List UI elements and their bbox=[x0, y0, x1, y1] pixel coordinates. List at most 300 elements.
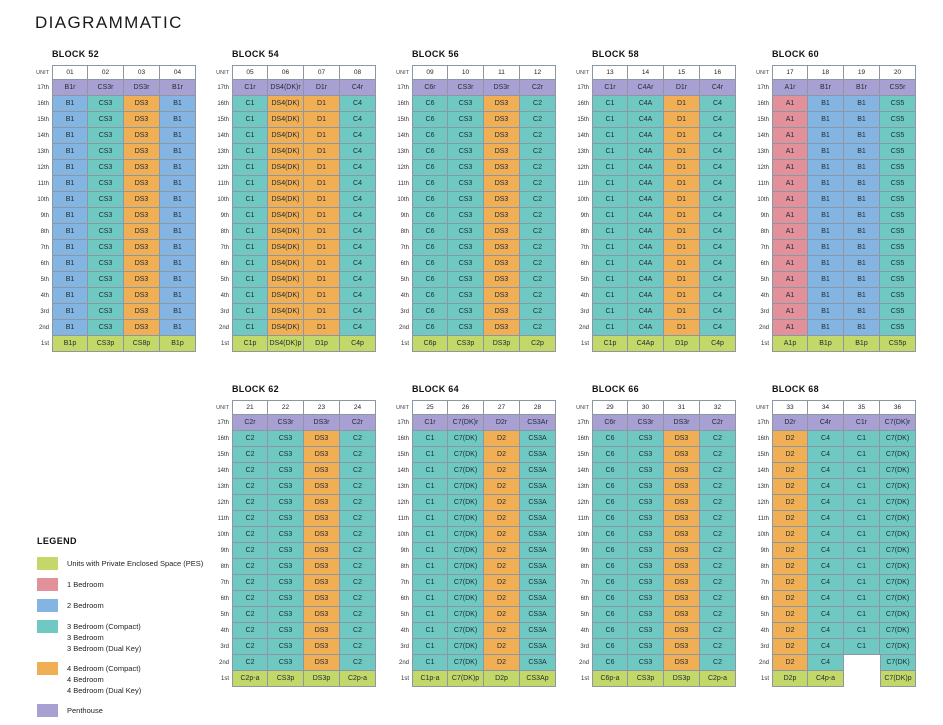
unit-cell: C2 bbox=[520, 304, 556, 320]
unit-cell: C6 bbox=[412, 96, 448, 112]
unit-cell: C2 bbox=[340, 495, 376, 511]
unit-cell: C6r bbox=[592, 415, 628, 431]
unit-cell: D1 bbox=[664, 128, 700, 144]
unit-cell: B1 bbox=[52, 112, 88, 128]
unit-cell: C7(DK) bbox=[880, 607, 916, 623]
floor-label: 5th bbox=[220, 277, 229, 283]
floor-label: 1st bbox=[580, 341, 589, 347]
floor-label: 11th bbox=[757, 516, 769, 522]
unit-cell: CS5 bbox=[880, 320, 916, 336]
unit-cell: CS5 bbox=[880, 272, 916, 288]
unit-cell: C7(DK) bbox=[448, 607, 484, 623]
unit-cell: DS3 bbox=[124, 128, 160, 144]
unit-cell: C4 bbox=[700, 240, 736, 256]
unit-cell: D1 bbox=[304, 272, 340, 288]
unit-cell: DS3 bbox=[304, 607, 340, 623]
unit-cell: C7(DK) bbox=[880, 495, 916, 511]
unit-cell: C1 bbox=[412, 511, 448, 527]
unit-cell: D1 bbox=[664, 256, 700, 272]
unit-cell: CS3 bbox=[88, 128, 124, 144]
unit-cell: C1 bbox=[232, 208, 268, 224]
unit-corner-label: UNIT bbox=[216, 404, 229, 411]
unit-cell: CS3 bbox=[88, 224, 124, 240]
unit-cell: C1 bbox=[412, 495, 448, 511]
unit-cell: CS3r bbox=[88, 80, 124, 96]
unit-cell: C2 bbox=[520, 240, 556, 256]
unit-cell: C2 bbox=[520, 256, 556, 272]
unit-cell: C4 bbox=[340, 112, 376, 128]
unit-cell: C4r bbox=[340, 80, 376, 96]
unit-cell: C1 bbox=[412, 463, 448, 479]
unit-cell: CS3 bbox=[268, 591, 304, 607]
unit-cell: CS3A bbox=[520, 559, 556, 575]
unit-cell: D2r bbox=[772, 415, 808, 431]
unit-cell: C2 bbox=[340, 527, 376, 543]
unit-cell: CS3 bbox=[268, 543, 304, 559]
unit-cell: C2 bbox=[700, 511, 736, 527]
floor-label: 7th bbox=[220, 580, 229, 586]
unit-cell: C2 bbox=[700, 623, 736, 639]
unit-cell: C2p-a bbox=[232, 671, 268, 687]
unit-cell: C6 bbox=[592, 463, 628, 479]
unit-cell: C6 bbox=[412, 320, 448, 336]
unit-cell: C1 bbox=[412, 575, 448, 591]
unit-cell: DS3 bbox=[484, 160, 520, 176]
unit-cell: C1p-a bbox=[412, 671, 448, 687]
floor-label: 14th bbox=[757, 133, 769, 139]
unit-cell: DS3 bbox=[124, 160, 160, 176]
unit-cell: C1 bbox=[844, 511, 880, 527]
unit-cell: C4A bbox=[628, 320, 664, 336]
unit-cell: DS3 bbox=[664, 623, 700, 639]
unit-cell: C6 bbox=[412, 288, 448, 304]
unit-cell: B1r bbox=[844, 80, 880, 96]
unit-cell: C6 bbox=[412, 144, 448, 160]
unit-number: 31 bbox=[664, 400, 700, 415]
unit-cell: C2r bbox=[700, 415, 736, 431]
unit-cell: CS3A bbox=[520, 655, 556, 671]
floor-label: 13th bbox=[217, 149, 229, 155]
unit-cell: CS3r bbox=[448, 80, 484, 96]
unit-cell: DS3 bbox=[664, 559, 700, 575]
unit-cell: B1 bbox=[160, 144, 196, 160]
unit-cell: C2 bbox=[232, 559, 268, 575]
unit-number: 08 bbox=[340, 65, 376, 80]
unit-cell: C2 bbox=[700, 527, 736, 543]
unit-cell: CS3 bbox=[448, 176, 484, 192]
unit-cell: CS3 bbox=[448, 128, 484, 144]
unit-cell: C2r bbox=[520, 80, 556, 96]
unit-number: 05 bbox=[232, 65, 268, 80]
unit-number: 28 bbox=[520, 400, 556, 415]
legend-item bbox=[37, 599, 267, 612]
unit-cell: CS3r bbox=[268, 415, 304, 431]
unit-cell: C1r bbox=[412, 415, 448, 431]
unit-cell: C2 bbox=[232, 623, 268, 639]
legend-item-line: 2 Bedroom bbox=[67, 601, 104, 610]
unit-cell: CS3 bbox=[448, 240, 484, 256]
unit-cell: CS5 bbox=[880, 224, 916, 240]
legend-item-line: 4 Bedroom (Compact) bbox=[67, 664, 141, 673]
floor-label: 5th bbox=[220, 612, 229, 618]
unit-cell: C4 bbox=[340, 272, 376, 288]
unit-cell: DS3 bbox=[304, 543, 340, 559]
unit-cell: DS4(DK) bbox=[268, 288, 304, 304]
floor-label: 2nd bbox=[38, 325, 49, 331]
unit-cell: D2 bbox=[484, 463, 520, 479]
floor-label: 9th bbox=[220, 548, 229, 554]
unit-cell: B1 bbox=[160, 304, 196, 320]
floor-label: 4th bbox=[760, 293, 769, 299]
unit-cell: B1r bbox=[808, 80, 844, 96]
unit-cell: C2 bbox=[520, 208, 556, 224]
unit-cell: DS3 bbox=[124, 288, 160, 304]
unit-number: 24 bbox=[340, 400, 376, 415]
floor-label: 14th bbox=[577, 133, 589, 139]
floor-label: 16th bbox=[397, 436, 409, 442]
unit-cell: D1 bbox=[664, 192, 700, 208]
unit-cell: C4p bbox=[700, 336, 736, 352]
unit-cell: C2 bbox=[232, 511, 268, 527]
unit-cell: CS3 bbox=[628, 431, 664, 447]
unit-cell: D2 bbox=[772, 655, 808, 671]
unit-cell: D2 bbox=[772, 527, 808, 543]
unit-cell: DS3 bbox=[304, 495, 340, 511]
floor-label: 6th bbox=[40, 261, 49, 267]
unit-cell: CS3 bbox=[268, 447, 304, 463]
floor-label: 9th bbox=[40, 213, 49, 219]
unit-cell: D2 bbox=[772, 607, 808, 623]
unit-cell: C2 bbox=[340, 591, 376, 607]
unit-cell: B1 bbox=[844, 144, 880, 160]
floor-label: 4th bbox=[40, 293, 49, 299]
unit-cell: A1p bbox=[772, 336, 808, 352]
unit-cell: B1 bbox=[52, 224, 88, 240]
unit-cell: B1 bbox=[52, 288, 88, 304]
unit-cell: C1 bbox=[844, 639, 880, 655]
unit-cell: D2p bbox=[484, 671, 520, 687]
unit-cell: DS3 bbox=[484, 240, 520, 256]
legend-item-line: 3 Bedroom bbox=[67, 633, 104, 642]
unit-cell: C4A bbox=[628, 112, 664, 128]
unit-cell: D2 bbox=[484, 655, 520, 671]
unit-cell: C4 bbox=[808, 447, 844, 463]
unit-cell: C1 bbox=[232, 160, 268, 176]
block-title: BLOCK 56 bbox=[412, 49, 459, 59]
unit-cell: DS3 bbox=[664, 527, 700, 543]
unit-cell: C7(DK) bbox=[448, 479, 484, 495]
unit-number: 16 bbox=[700, 65, 736, 80]
unit-cell: C2 bbox=[232, 543, 268, 559]
unit-cell: B1 bbox=[52, 192, 88, 208]
unit-cell: DS3 bbox=[484, 144, 520, 160]
unit-cell: B1 bbox=[160, 288, 196, 304]
floor-label: 6th bbox=[760, 261, 769, 267]
floor-label: 16th bbox=[757, 101, 769, 107]
unit-cell: C6 bbox=[412, 256, 448, 272]
unit-cell: B1 bbox=[808, 240, 844, 256]
unit-cell: CS3 bbox=[88, 160, 124, 176]
floor-label: 1st bbox=[40, 341, 49, 347]
floor-label: 16th bbox=[37, 101, 49, 107]
unit-cell: CS3 bbox=[628, 639, 664, 655]
unit-cell: DS3 bbox=[124, 224, 160, 240]
unit-cell: C4 bbox=[808, 527, 844, 543]
floor-label: 4th bbox=[760, 628, 769, 634]
unit-cell: C4 bbox=[808, 607, 844, 623]
legend-title: LEGEND bbox=[37, 536, 77, 546]
unit-cell: C6 bbox=[412, 176, 448, 192]
unit-cell: C1 bbox=[844, 575, 880, 591]
unit-number: 12 bbox=[520, 65, 556, 80]
unit-cell: B1 bbox=[808, 224, 844, 240]
empty-cell bbox=[844, 671, 880, 687]
unit-cell: DS4(DK)r bbox=[268, 80, 304, 96]
unit-number: 30 bbox=[628, 400, 664, 415]
unit-cell: C4A bbox=[628, 144, 664, 160]
unit-cell: C4r bbox=[700, 80, 736, 96]
floor-label: 6th bbox=[400, 261, 409, 267]
unit-cell: B1 bbox=[844, 128, 880, 144]
floor-label: 5th bbox=[400, 612, 409, 618]
unit-cell: C6 bbox=[592, 575, 628, 591]
unit-cell: DS3 bbox=[124, 176, 160, 192]
unit-cell: CS3p bbox=[268, 671, 304, 687]
floor-label: 14th bbox=[577, 468, 589, 474]
unit-cell: D2 bbox=[484, 431, 520, 447]
legend-swatch-three_bed bbox=[37, 620, 58, 633]
unit-cell: C4Ap bbox=[628, 336, 664, 352]
unit-cell: CS5p bbox=[880, 336, 916, 352]
unit-cell: B1 bbox=[844, 208, 880, 224]
unit-cell: CS3p bbox=[628, 671, 664, 687]
unit-number: 06 bbox=[268, 65, 304, 80]
unit-cell: CS5 bbox=[880, 208, 916, 224]
unit-cell: CS5 bbox=[880, 304, 916, 320]
floor-label: 3rd bbox=[760, 644, 769, 650]
block-grid bbox=[390, 65, 556, 352]
unit-cell: B1 bbox=[808, 304, 844, 320]
unit-cell: B1r bbox=[160, 80, 196, 96]
unit-cell: C2 bbox=[340, 559, 376, 575]
unit-cell: B1 bbox=[844, 304, 880, 320]
unit-cell: B1 bbox=[808, 192, 844, 208]
unit-cell: C6 bbox=[592, 543, 628, 559]
floor-label: 16th bbox=[397, 101, 409, 107]
unit-cell: CS3p bbox=[88, 336, 124, 352]
block-grid bbox=[570, 400, 736, 687]
unit-cell: C6 bbox=[412, 128, 448, 144]
unit-cell: B1 bbox=[808, 288, 844, 304]
floor-label: 13th bbox=[217, 484, 229, 490]
unit-cell: D2 bbox=[484, 479, 520, 495]
floor-label: 9th bbox=[400, 213, 409, 219]
unit-cell: CS5 bbox=[880, 288, 916, 304]
floor-label: 4th bbox=[220, 628, 229, 634]
unit-cell: C1 bbox=[844, 431, 880, 447]
unit-cell: C4A bbox=[628, 128, 664, 144]
floor-label: 14th bbox=[37, 133, 49, 139]
unit-corner-label: UNIT bbox=[396, 404, 409, 411]
unit-cell: CS3 bbox=[628, 575, 664, 591]
unit-cell: CS3A bbox=[520, 463, 556, 479]
unit-cell: CS3 bbox=[448, 96, 484, 112]
unit-cell: C2 bbox=[232, 639, 268, 655]
block-title: BLOCK 64 bbox=[412, 384, 459, 394]
unit-cell: D2 bbox=[772, 479, 808, 495]
page-title: DIAGRAMMATIC bbox=[35, 13, 183, 32]
unit-cell: DS3 bbox=[484, 192, 520, 208]
floor-label: 6th bbox=[760, 596, 769, 602]
floor-label: 6th bbox=[580, 261, 589, 267]
unit-cell: D2 bbox=[484, 607, 520, 623]
floor-label: 7th bbox=[580, 245, 589, 251]
unit-cell: C4 bbox=[340, 304, 376, 320]
unit-cell: C7(DK) bbox=[448, 575, 484, 591]
unit-cell: CS3 bbox=[448, 160, 484, 176]
unit-cell: B1 bbox=[844, 176, 880, 192]
unit-cell: D1 bbox=[664, 272, 700, 288]
unit-cell: CS3 bbox=[628, 479, 664, 495]
unit-cell: C6p-a bbox=[592, 671, 628, 687]
floor-label: 15th bbox=[577, 452, 589, 458]
floor-label: 15th bbox=[217, 452, 229, 458]
unit-cell: DS3 bbox=[484, 256, 520, 272]
unit-cell: C2 bbox=[520, 112, 556, 128]
unit-cell: C7(DK) bbox=[880, 479, 916, 495]
unit-cell: C1 bbox=[232, 224, 268, 240]
unit-cell: C4 bbox=[340, 208, 376, 224]
floor-label: 4th bbox=[220, 293, 229, 299]
unit-cell: C2 bbox=[700, 607, 736, 623]
unit-cell: B1 bbox=[160, 272, 196, 288]
unit-cell: D1 bbox=[664, 144, 700, 160]
floor-label: 2nd bbox=[218, 325, 229, 331]
unit-cell: C4 bbox=[700, 208, 736, 224]
unit-cell: C1 bbox=[412, 591, 448, 607]
unit-cell: C4A bbox=[628, 208, 664, 224]
unit-cell: C6 bbox=[412, 272, 448, 288]
unit-corner-label: UNIT bbox=[756, 404, 769, 411]
legend-item-line: 4 Bedroom (Dual Key) bbox=[67, 686, 142, 695]
unit-cell: B1p bbox=[844, 336, 880, 352]
unit-cell: B1 bbox=[808, 208, 844, 224]
unit-cell: C6 bbox=[592, 527, 628, 543]
unit-cell: CS3 bbox=[268, 639, 304, 655]
unit-cell: D1 bbox=[304, 176, 340, 192]
unit-cell: D2 bbox=[772, 639, 808, 655]
floor-label: 1st bbox=[580, 676, 589, 682]
unit-cell: C2p-a bbox=[340, 671, 376, 687]
unit-cell: DS3 bbox=[304, 479, 340, 495]
unit-cell: C1 bbox=[844, 607, 880, 623]
unit-cell: C1 bbox=[592, 224, 628, 240]
unit-cell: B1p bbox=[808, 336, 844, 352]
legend-item bbox=[37, 662, 267, 696]
unit-cell: C1 bbox=[412, 623, 448, 639]
unit-cell: D2p bbox=[772, 671, 808, 687]
unit-number: 21 bbox=[232, 400, 268, 415]
unit-cell: A1 bbox=[772, 192, 808, 208]
floor-label: 14th bbox=[757, 468, 769, 474]
unit-cell: DS3 bbox=[484, 128, 520, 144]
floor-label: 8th bbox=[40, 229, 49, 235]
floor-label: 12th bbox=[397, 500, 409, 506]
unit-cell: DS3 bbox=[304, 575, 340, 591]
unit-cell: D1 bbox=[664, 240, 700, 256]
unit-cell: CS3A bbox=[520, 431, 556, 447]
block-title: BLOCK 68 bbox=[772, 384, 819, 394]
unit-cell: A1 bbox=[772, 224, 808, 240]
legend-swatch-pes bbox=[37, 557, 58, 570]
unit-cell: DS3 bbox=[304, 591, 340, 607]
unit-cell: C2 bbox=[700, 591, 736, 607]
unit-cell: B1 bbox=[844, 288, 880, 304]
floor-label: 8th bbox=[220, 564, 229, 570]
unit-number: 10 bbox=[448, 65, 484, 80]
unit-cell: C4 bbox=[700, 288, 736, 304]
unit-cell: DS3 bbox=[664, 639, 700, 655]
unit-number: 04 bbox=[160, 65, 196, 80]
unit-cell: DS3 bbox=[304, 559, 340, 575]
unit-cell: C7(DK)r bbox=[448, 415, 484, 431]
unit-cell: C7(DK) bbox=[880, 655, 916, 671]
legend-swatch-one_bed bbox=[37, 578, 58, 591]
floor-label: 7th bbox=[400, 245, 409, 251]
unit-cell: C4 bbox=[808, 655, 844, 671]
unit-cell: C1 bbox=[232, 320, 268, 336]
unit-cell: D2 bbox=[484, 639, 520, 655]
unit-cell: B1 bbox=[160, 112, 196, 128]
floor-label: 17th bbox=[577, 85, 589, 91]
unit-cell: C4 bbox=[340, 96, 376, 112]
unit-cell: C1 bbox=[412, 639, 448, 655]
floor-label: 2nd bbox=[578, 660, 589, 666]
unit-cell: B1 bbox=[52, 160, 88, 176]
unit-cell: B1 bbox=[52, 240, 88, 256]
unit-cell: C1 bbox=[592, 96, 628, 112]
unit-cell: CS5 bbox=[880, 128, 916, 144]
legend-item bbox=[37, 578, 267, 591]
unit-cell: D2 bbox=[772, 623, 808, 639]
unit-cell: CS5 bbox=[880, 96, 916, 112]
unit-cell: C1 bbox=[592, 160, 628, 176]
unit-cell: A1 bbox=[772, 112, 808, 128]
unit-cell: DS3 bbox=[304, 527, 340, 543]
unit-cell: CS3 bbox=[448, 256, 484, 272]
unit-cell: B1 bbox=[52, 304, 88, 320]
unit-cell: C1 bbox=[592, 144, 628, 160]
unit-cell: CS3 bbox=[628, 495, 664, 511]
unit-cell: B1 bbox=[844, 112, 880, 128]
unit-cell: C4 bbox=[808, 431, 844, 447]
legend-item-line: Penthouse bbox=[67, 706, 103, 715]
unit-cell: CS3 bbox=[448, 112, 484, 128]
unit-cell: CS5r bbox=[880, 80, 916, 96]
unit-cell: DS3 bbox=[304, 511, 340, 527]
unit-cell: DS3 bbox=[304, 623, 340, 639]
unit-cell: CS8p bbox=[124, 336, 160, 352]
floor-label: 3rd bbox=[580, 644, 589, 650]
unit-number: 36 bbox=[880, 400, 916, 415]
unit-cell: A1 bbox=[772, 240, 808, 256]
unit-cell: C6 bbox=[592, 495, 628, 511]
unit-cell: C2 bbox=[232, 591, 268, 607]
legend-item bbox=[37, 620, 267, 654]
unit-cell: C7(DK)r bbox=[880, 415, 916, 431]
unit-cell: CS3 bbox=[268, 495, 304, 511]
unit-cell: DS3 bbox=[664, 655, 700, 671]
